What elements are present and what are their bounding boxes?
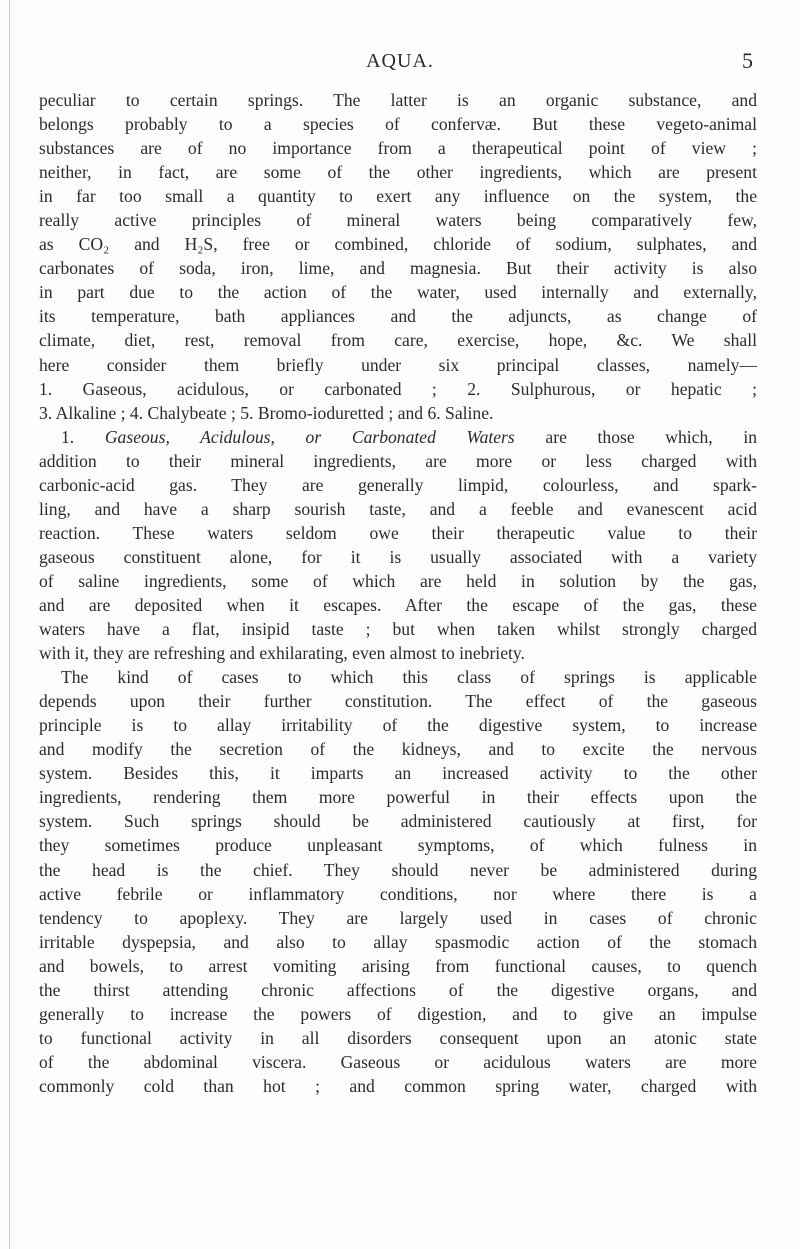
text-line: and bowels, to arrest vomiting arising from functional causes, to quench <box>39 955 757 976</box>
text-line: the head is the chief. They should never be administered during <box>39 859 757 880</box>
text-line: to functional activity in all disorders consequent upon an atonic state <box>39 1027 757 1048</box>
text-line: with it, they are refreshing and exhilarating, even almost to inebriety. <box>39 643 525 664</box>
text-line: irritable dyspepsia, and also to allay spasmodic action of the stomach <box>39 931 757 952</box>
text-line: belongs probably to a species of confervæ. But these vegeto-animal <box>39 114 757 135</box>
text-line: really active principles of mineral waters being comparatively few, <box>39 210 757 231</box>
text-line: generally to increase the powers of digestion, and to give an impulse <box>39 1003 757 1024</box>
text-line: active febrile or inflammatory conditions, nor where there is a <box>39 883 757 904</box>
text-line: its temperature, bath appliances and the adjuncts, as change of <box>39 306 757 327</box>
text-line: in part due to the action of the water, used internally and externally, <box>39 282 757 303</box>
section-heading: Gaseous, Acidulous, or Carbonated Waters <box>104 426 515 447</box>
section-heading-rest: are those which, in <box>545 426 757 447</box>
page-header <box>0 48 800 78</box>
text-line: 1. Gaseous, acidulous, or carbonated ; 2. Sulphurous, or hepatic ; <box>39 378 757 399</box>
text-line: reaction. These waters seldom owe their therapeutic value to their <box>39 522 757 543</box>
text-line: of saline ingredients, some of which are held in solution by the gas, <box>39 570 757 591</box>
text-line: principle is to allay irritability of the digestive system, to increase <box>39 715 757 736</box>
section-number: 1. <box>61 426 75 447</box>
text-line: and modify the secretion of the kidneys, and to excite the nervous <box>39 739 757 760</box>
text-line: here consider them briefly under six principal classes, namely— <box>39 354 757 375</box>
text-line: in far too small a quantity to exert any influence on the system, the <box>39 186 757 207</box>
text-line: ingredients, rendering them more powerful in their effects upon the <box>39 787 757 808</box>
text-line: tendency to apoplexy. They are largely used in cases of chronic <box>39 907 757 928</box>
text-line: the thirst attending chronic affections of the digestive organs, and <box>39 979 757 1000</box>
text-line: depends upon their further constitution. The effect of the gaseous <box>39 691 757 712</box>
text-line: carbonic-acid gas. They are generally limpid, colourless, and spark- <box>39 474 757 495</box>
text-line: substances are of no importance from a therapeutical point of view ; <box>39 138 757 159</box>
text-line: system. Besides this, it imparts an increased activity to the other <box>39 763 757 784</box>
section-heading-line <box>39 425 757 449</box>
text-line: waters have a flat, insipid taste ; but when taken whilst strongly charged <box>39 619 757 640</box>
text-line: they sometimes produce unpleasant symptoms, of which fulness in <box>39 835 757 856</box>
text-line: and are deposited when it escapes. After the escape of the gas, these <box>39 594 757 615</box>
text-line: as CO₂ and H₂S, free or combined, chloride of sodium, sulphates, and <box>39 234 757 255</box>
body-text <box>39 88 757 1098</box>
text-line: 3. Alkaline ; 4. Chalybeate ; 5. Bromo-ioduretted ; and 6. Saline. <box>39 402 494 423</box>
text-line: climate, diet, rest, removal from care, exercise, hope, &c. We shall <box>39 330 757 351</box>
text-line: of the abdominal viscera. Gaseous or acidulous waters are more <box>39 1051 757 1072</box>
text-line: neither, in fact, are some of the other ingredients, which are present <box>39 162 757 183</box>
text-line: gaseous constituent alone, for it is usually associated with a variety <box>39 546 757 567</box>
page-number: 5 <box>742 48 753 73</box>
running-title: AQUA. <box>366 50 434 72</box>
text-line: ling, and have a sharp sourish taste, and a feeble and evanescent acid <box>39 498 757 519</box>
text-line: addition to their mineral ingredients, are more or less charged with <box>39 450 757 471</box>
text-line: The kind of cases to which this class of springs is applicable <box>61 667 757 688</box>
text-line: commonly cold than hot ; and common spring water, charged with <box>39 1075 757 1096</box>
scan-edge-line <box>9 0 10 1249</box>
text-line: carbonates of soda, iron, lime, and magnesia. But their activity is also <box>39 258 757 279</box>
text-line: peculiar to certain springs. The latter is an organic substance, and <box>39 90 757 110</box>
text-line: system. Such springs should be administered cautiously at first, for <box>39 811 757 832</box>
